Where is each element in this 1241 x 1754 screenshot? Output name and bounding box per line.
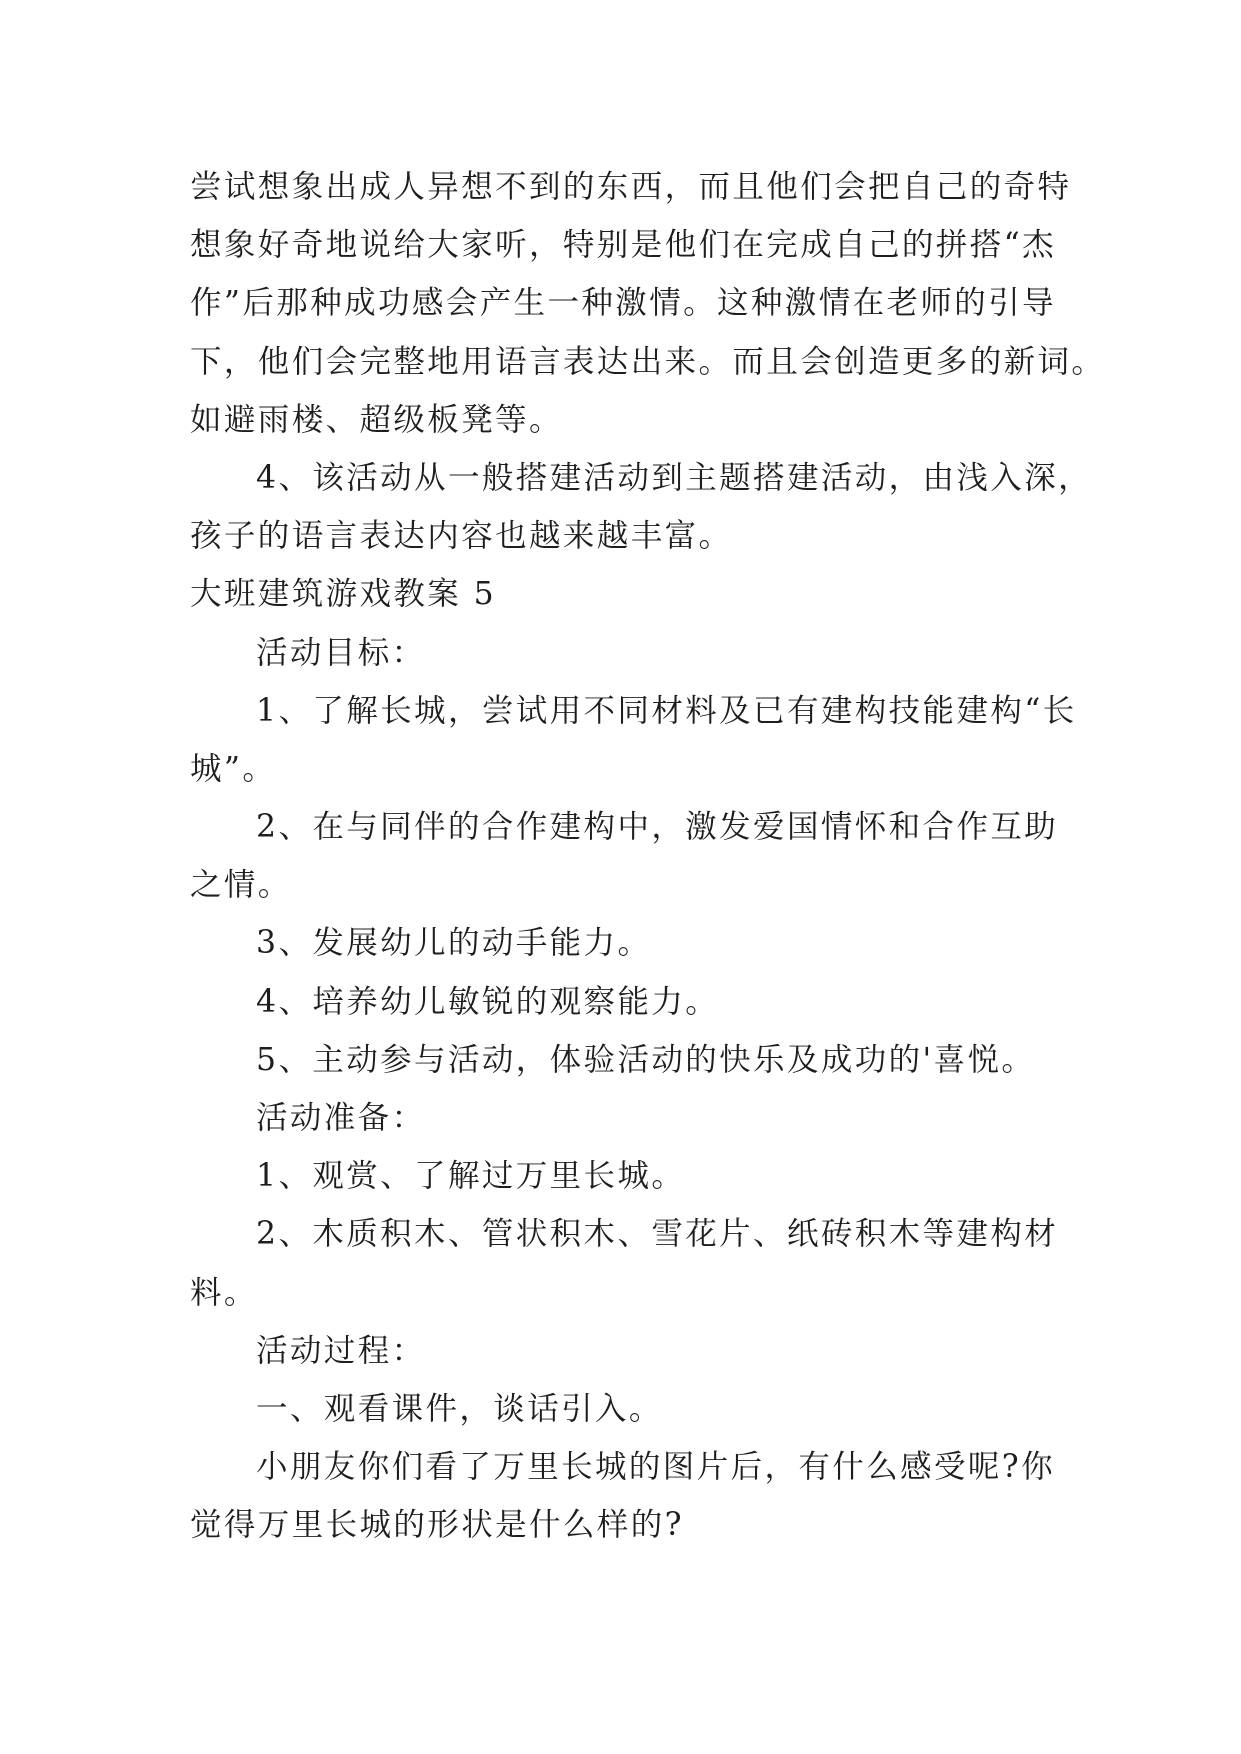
section-heading: 大班建筑游戏教案 5 (190, 576, 497, 613)
text-line: 3、发展幼儿的动手能力。 (256, 925, 652, 962)
text-line: 下，他们会完整地用语言表达出来。而且会创造更多的新词。 (190, 343, 1106, 380)
text-line: 尝试想象出成人异想不到的东西，而且他们会把自己的奇特 (190, 169, 1072, 205)
subheading: 活动过程： (256, 1332, 426, 1369)
text-line: 觉得万里长城的形状是什么样的? (190, 1507, 684, 1544)
text-line: 之情。 (190, 867, 292, 904)
document-body (190, 158, 1106, 1555)
text-line: 如避雨楼、超级板凳等。 (190, 401, 563, 438)
text-line: 5、主动参与活动，体验活动的快乐及成功的'喜悦。 (256, 1041, 1036, 1078)
text-line: 料。 (190, 1274, 258, 1311)
text-line: 小朋友你们看了万里长城的图片后，有什么感受呢?你 (256, 1449, 1055, 1486)
text-line: 城”。 (190, 750, 277, 787)
subheading: 活动目标： (256, 634, 426, 671)
text-line: 孩子的语言表达内容也越来越丰富。 (190, 518, 733, 555)
text-line: 想象好奇地说给大家听，特别是他们在完成自己的拼搭“杰 (190, 227, 1057, 264)
text-line: 作”后那种成功感会产生一种激情。这种激情在老师的引导 (190, 285, 1057, 322)
text-line: 1、观赏、了解过万里长城。 (256, 1158, 686, 1195)
text-line: 4、培养幼儿敏锐的观察能力。 (256, 983, 720, 1020)
text-line: 2、在与同伴的合作建构中，激发爱国情怀和合作互助 (256, 809, 1059, 846)
subheading: 活动准备： (256, 1100, 426, 1136)
text-line: 一、观看课件，谈话引入。 (256, 1390, 663, 1427)
text-line: 2、木质积木、管状积木、雪花片、纸砖积木等建构材 (256, 1216, 1059, 1253)
text-line: 1、了解长城，尝试用不同材料及已有建构技能建构“长 (256, 692, 1077, 729)
text-line: 4、该活动从一般搭建活动到主题搭建活动，由浅入深， (256, 459, 1093, 496)
